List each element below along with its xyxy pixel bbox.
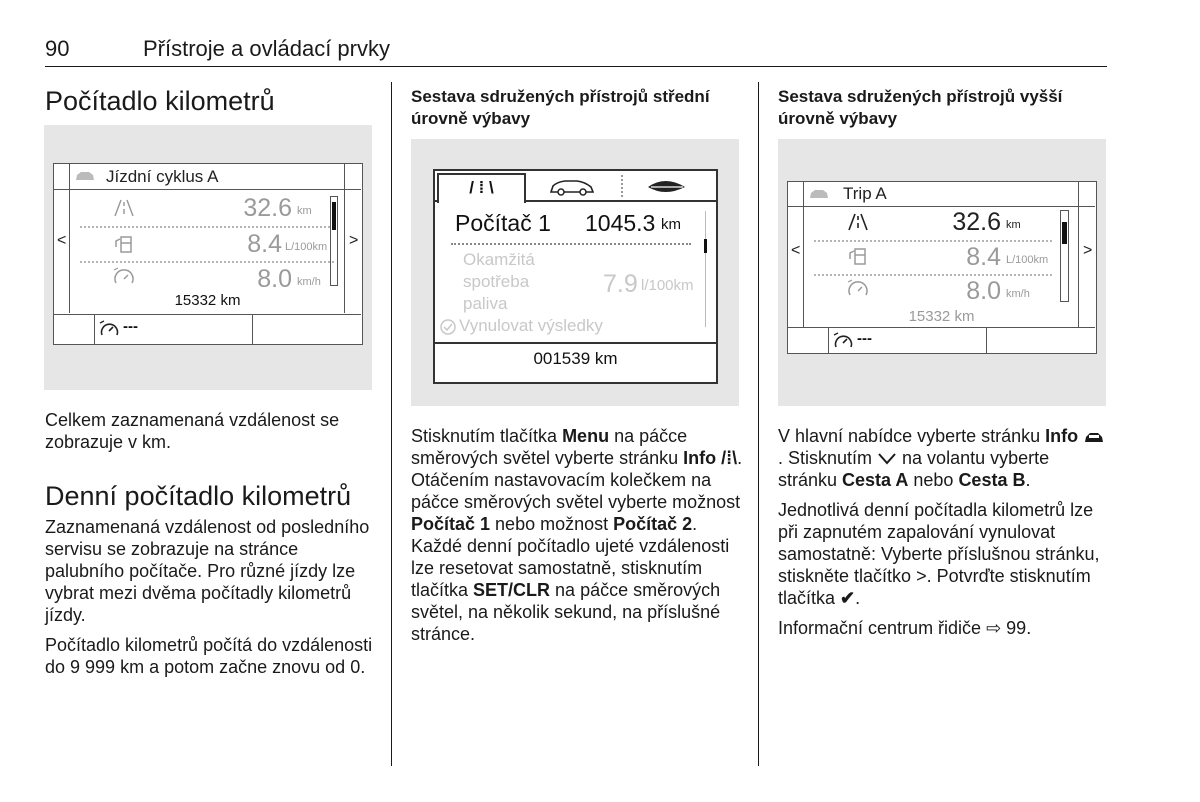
- scroll-track[interactable]: [705, 211, 706, 327]
- service-value: ---: [857, 330, 872, 347]
- figure-subheading: Sestava sdružených přístrojů vyšší úrovně výbavy: [778, 87, 1063, 128]
- body-paragraph: Informační centrum řidiče ⇨ 99.: [778, 618, 1032, 638]
- row-value: 8.0: [257, 265, 292, 293]
- reset-results-option[interactable]: Vynulovat výsledky: [459, 316, 603, 335]
- body-paragraph: Jednotlivá denní počítadla kilometrů lze při zapnutém zapalování vynulovat samostatně: Vyberte příslušnou stránku, stiskněte tlačítko >. Potvrďte stisknutím tlačítka ✔.: [778, 500, 1100, 608]
- row-unit: km/h: [297, 276, 321, 288]
- scrollbar-thumb[interactable]: [332, 202, 336, 230]
- instrument-display: [787, 181, 1097, 354]
- chevron-right-icon: >: [916, 566, 927, 586]
- consumption-label: Okamžitá spotřeba paliva: [463, 250, 535, 313]
- nav-right-arrow[interactable]: >: [349, 232, 359, 249]
- row-unit: km: [1006, 219, 1021, 231]
- row-unit: km/h: [1006, 288, 1030, 300]
- body-paragraph: Stisknutím tlačítka Menu na páčce směrových světel vyberte stránku Info /⁞\. Otáčením nastavovacím kolečkem na páčce směrových světel vyberte možnost Počítač 1 nebo možnost Počítač 2. Každé denní počítadlo ujeté vzdálenosti lze resetovat samostatně, stisknutím tlačítka SET/CLR na páčce směrových světel, na několik sekund, na příslušné stránce.: [411, 426, 743, 644]
- body-text: [778, 425, 1110, 639]
- reset-icon: [439, 318, 457, 336]
- instrument-display: [53, 163, 363, 345]
- set-clr-button-label: SET/CLR: [473, 580, 551, 600]
- row-value: 32.6: [243, 194, 292, 222]
- odometer-value: 15332 km: [174, 292, 241, 309]
- row-unit: km: [297, 205, 312, 217]
- body-paragraph: Zaznamenaná vzdálenost od posledního servisu se zobrazuje na stránce palubního počítače. Pro různé jízdy lze vybrat mezi dvěma počítadly kilometrů jízdy.: [45, 517, 370, 625]
- menu-button-label: Menu: [562, 426, 610, 446]
- road-icon: / ⁞ \: [469, 178, 494, 197]
- leaf-icon[interactable]: [645, 177, 689, 197]
- service-speedometer-icon: [832, 331, 854, 351]
- column-divider: [391, 82, 392, 766]
- display-title: Trip A: [843, 184, 887, 203]
- speedometer-icon: [112, 266, 136, 288]
- scrollbar[interactable]: [1060, 210, 1069, 302]
- figure-subheading: Sestava sdružených přístrojů střední úrovně výbavy: [411, 87, 710, 128]
- check-icon: ✔: [840, 588, 856, 608]
- trip-computer-value: 1045.3: [585, 210, 656, 236]
- chapter-title: Přístroje a ovládací prvky: [143, 36, 390, 61]
- page-reference-arrow-icon: ⇨: [986, 618, 1002, 638]
- section-heading: Denní počítadlo kilometrů: [45, 481, 352, 511]
- odometer-value: 15332 km: [908, 308, 975, 325]
- row-unit: L/100km: [1006, 254, 1049, 266]
- body-text: [45, 516, 380, 678]
- scrollbar[interactable]: [330, 196, 338, 286]
- nav-left-arrow[interactable]: <: [791, 242, 801, 259]
- instrument-display: [433, 169, 718, 384]
- row-value: 8.0: [966, 277, 1001, 305]
- header-rule: [45, 66, 1107, 67]
- odometer-value: 001539 km: [533, 349, 618, 368]
- row-unit: L/100km: [285, 241, 328, 253]
- fuel-pump-icon: [114, 234, 136, 254]
- instrument-figure: [44, 125, 372, 390]
- info-page-label: Info: [683, 448, 717, 468]
- scrollbar-thumb[interactable]: [704, 239, 707, 253]
- scrollbar-thumb[interactable]: [1062, 222, 1067, 244]
- trip-computer-label: Počítač 1: [455, 210, 551, 236]
- consumption-value: 7.9: [603, 270, 638, 298]
- car-icon: [808, 188, 830, 201]
- instrument-figure: [778, 139, 1106, 406]
- car-icon: [1083, 430, 1105, 444]
- nav-right-arrow[interactable]: >: [1083, 242, 1093, 259]
- car-icon: [74, 170, 96, 183]
- tab-info[interactable]: [437, 173, 526, 203]
- row-value: 8.4: [247, 230, 282, 258]
- speedometer-icon: [846, 278, 870, 300]
- info-page-label: Info: [1045, 426, 1079, 446]
- body-paragraph: V hlavní nabídce vyberte stránku Info . Stisknutím na volantu vyberte stránku Cesta A nebo Cesta B.: [778, 425, 1110, 491]
- body-paragraph: Celkem zaznamenaná vzdálenost se zobrazuje v km.: [45, 410, 340, 452]
- section-heading: Počítadlo kilometrů: [45, 86, 275, 116]
- body-paragraph: Počítadlo kilometrů počítá do vzdálenosti do 9 999 km a potom začne znovu od 0.: [45, 635, 373, 677]
- chevron-down-icon: [877, 451, 897, 465]
- service-value: ---: [123, 318, 138, 335]
- road-icon: /⁞\: [716, 448, 738, 468]
- service-speedometer-icon: [98, 319, 120, 339]
- consumption-unit: l/100km: [641, 277, 694, 294]
- column-divider: [758, 82, 759, 766]
- instrument-figure: [411, 139, 739, 406]
- row-value: 8.4: [966, 243, 1001, 271]
- display-title: Jízdní cyklus A: [106, 167, 219, 186]
- row-value: 32.6: [952, 208, 1001, 236]
- page-number: 90: [45, 36, 70, 61]
- fuel-pump-icon: [848, 246, 870, 266]
- display-title-bar: [788, 182, 1095, 207]
- page-reference[interactable]: 99.: [1001, 618, 1032, 638]
- car-icon[interactable]: [547, 177, 597, 197]
- nav-left-arrow[interactable]: <: [57, 232, 67, 249]
- road-icon: [846, 212, 870, 232]
- road-icon: [112, 198, 136, 218]
- trip-computer-unit: km: [661, 216, 681, 233]
